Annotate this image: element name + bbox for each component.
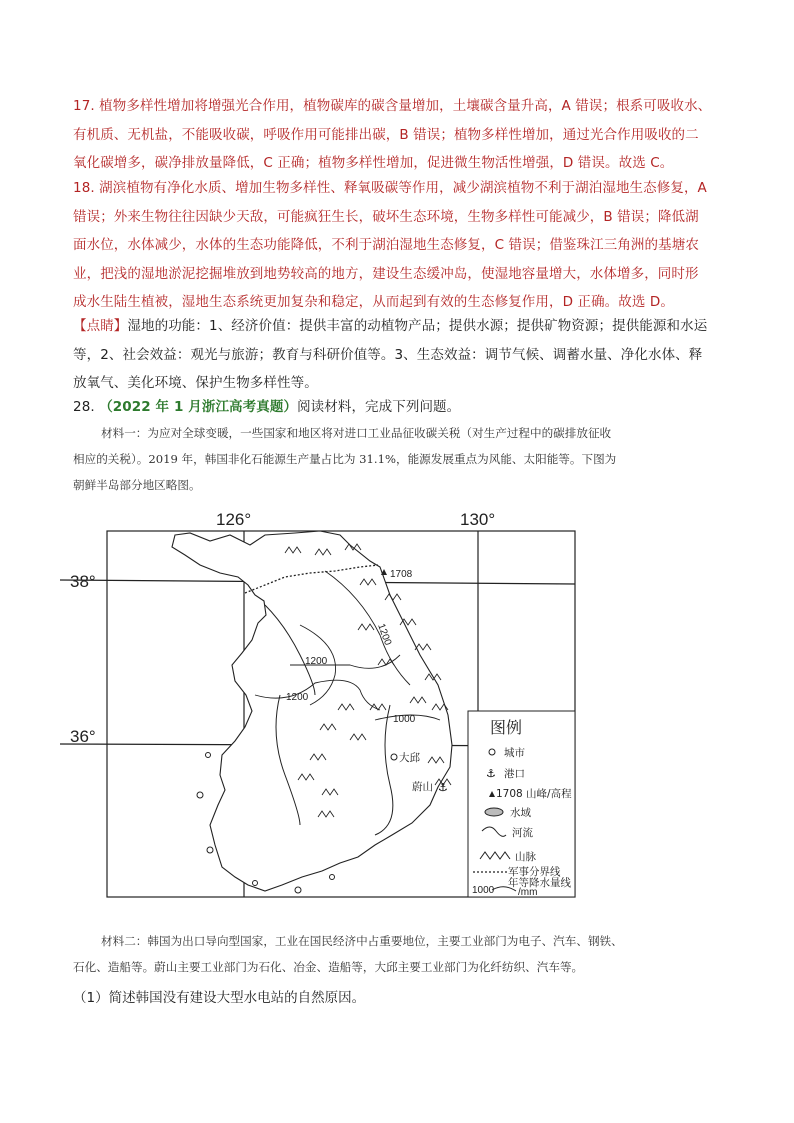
key-point-line: 湿地的功能：1、经济价值：提供丰富的动植物产品；提供水源；提供矿物资源；提供能源和水运 [127,318,708,334]
answer-17-line: 17. 植物多样性增加将增强光合作用，植物碳库的碳含量增加，土壤碳含量升高，A 错误；根系可吸收水、 [73,98,712,114]
question-1: （1）简述韩国没有建设大型水电站的自然原因。 [73,990,366,1006]
material-2 [73,928,733,980]
key-point-label: 【点睛】 [73,318,128,334]
lat-label-38: 38° [70,572,96,591]
answer-18 [73,174,733,317]
legend-water-icon [485,808,503,816]
legend-item: 军事分界线 [508,866,561,878]
key-point-line: 放氧气、美化环境、保护生物多样性等。 [73,375,318,391]
lat-label-36: 36° [70,727,96,746]
legend-item: 水域 [510,807,531,819]
isoline-label: 1200 [305,656,328,667]
lon-label-130: 130° [460,510,496,529]
port-anchor-icon: ⚓ [438,781,448,794]
key-point-line: 等，2、社会效益：观光与旅游；教育与科研价值等。3、生态效益：调节气候、调蓄水量、净化水体、释 [73,346,703,363]
isoline-label: 1200 [375,622,394,647]
answer-18-line: 错误；外来生物往往因缺少天敌，可能疯狂生长，破坏生态环境，生物多样性可能减少，B 错误；降低湖 [73,208,699,225]
answer-18-line: 面水位，水体减少，水体的生态功能降低，不利于湖泊湿地生态修复，C 错误；借鉴珠江三角洲的基塘农 [73,237,699,253]
island [330,875,335,880]
key-point [73,312,733,398]
question-28-header [73,393,733,422]
answer-17-line: 氧化碳增多，碳净排放量降低，C 正确；植物多样性增加，促进微生物活性增强，D 错误。故选 C。 [73,155,674,171]
legend-item: 年等降水量线 [508,877,571,889]
island [207,847,213,853]
city-label-daegu: 大邱 [399,752,420,764]
legend-city-icon [489,749,495,755]
legend-title: 图例 [490,718,523,737]
lon-label-126: 126° [216,510,252,529]
answer-18-line: 业，把浅的湿地淤泥挖掘堆放到地势较高的地方，建设生态缓冲岛，使湿地容量增大，水体增多，同时形 [73,265,699,282]
question-number: 28. [73,399,95,415]
answer-17 [73,92,733,178]
island [197,792,203,798]
legend-unit: /mm [518,887,538,898]
map-legend [468,711,575,898]
island [206,753,211,758]
material-2-line: 石化、造船等。蔚山主要工业部门为石化、冶金、造船等，大邱主要工业部门为化纤纺织、汽车等。 [73,960,584,974]
material-1-line: 材料一：为应对全球变暖，一些国家和地区将对进口工业品征收碳关税（对生产过程中的碳排放征收 [101,426,612,440]
question-source: （2022 年 1 月浙江高考真题） [99,399,298,415]
island [295,887,301,893]
isoline-label: 1000 [393,714,416,725]
korean-peninsula-map [60,505,600,900]
legend-port-icon: ⚓ [486,767,496,780]
material-2-line: 材料二：韩国为出口导向型国家，工业在国民经济中占重要地位，主要工业部门为电子、汽车、钢铁、 [101,934,623,948]
answer-17-line: 有机质、无机盐，不能吸收碳，呼吸作用可能排出碳，B 错误；植物多样性增加，通过光合作用吸收的二 [73,126,699,143]
isoline-label: 1200 [286,692,309,703]
legend-item: 山脉 [515,851,536,863]
material-1-line: 相应的关税）。2019 年，韩国非化石能源生产量占比为 31.1%，能源发展重点为风能、太阳能等。下图为 [73,452,617,466]
question-prompt: 阅读材料，完成下列问题。 [297,399,461,415]
material-1 [73,420,733,498]
legend-item: 港口 [504,768,525,780]
city-daegu-marker [391,754,397,760]
legend-item: 城市 [504,747,525,759]
peninsula-coastline [172,531,452,891]
legend-isoline-sample: 1000 [472,885,495,896]
legend-item: 河流 [512,827,533,839]
peak-label: 1708 [390,569,413,580]
city-label-ulsan: 蔚山 [412,781,433,793]
answer-18-line: 成水生陆生植被，湿地生态系统更加复杂和稳定，从而起到有效的生态修复作用，D 正确。故选 D。 [73,294,674,310]
legend-item: 1708 山峰/高程 [496,788,572,800]
material-1-line: 朝鲜半岛部分地区略图。 [73,478,201,492]
answer-18-line: 18. 湖滨植物有净化水质、增加生物多样性、释氧吸碳等作用，减少湖滨植物不利于湖泊湿地生态修复，A [73,180,707,196]
